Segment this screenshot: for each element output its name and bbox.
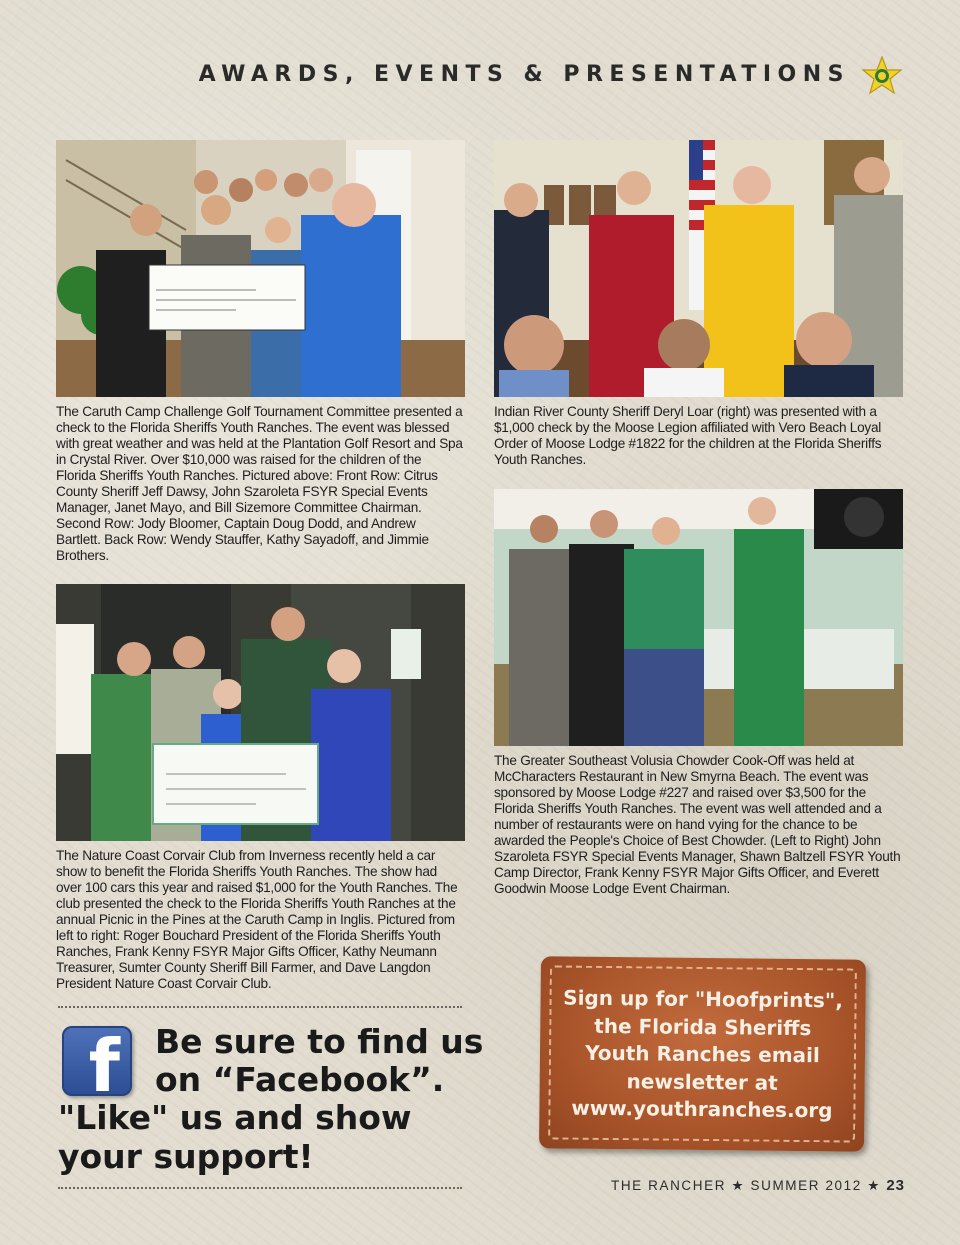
photo-chowder-cookoff [494,489,903,746]
patch-line-3: Youth Ranches email [585,1040,820,1068]
section-title: AWARDS, EVENTS & PRESENTATIONS [198,62,850,87]
patch-line-2: the Florida Sheriffs [594,1013,812,1040]
photo-golf-committee-check [56,140,465,397]
footer-star-icon: ★ [867,1178,881,1193]
caption-chowder-cookoff: The Greater Southeast Volusia Chowder Cook-Off was held at McCharacters Restaurant in New Smyrna Beach. The event was sponsored by Moose Lodge #227 and raised over $3,500 for the Florida Sheriffs Youth Ranches. The event was well attended and a number of restaurants were on hand vying for the chance to be awarded the People's Choice of Best Chowder. (Left to Right) John Szaroleta FSYR Special Events Manager, Shawn Baltzell FSYR Youth Camp Director, Frank Kenny FSYR Major Gifts Officer, and Everett Goodwin Moose Lodge Event Chairman. [494,753,901,896]
caption-golf-committee: The Caruth Camp Challenge Golf Tournament Committee presented a check to the Florida Sheriffs Youth Ranches. The event was blessed with great weather and was held at the Plantation Golf Resort and Spa in Crystal River. Over $10,000 was raised for the children of the Florida Sheriffs Youth Ranches. Pictured above: Front Row: Citrus County Sheriff Jeff Dawsy, John Szaroleta FSYR Special Events Manager, Janet Mayo, and Bill Sizemore Committee Chairman. Second Row: Jody Bloomer, Captain Doug Dodd, and Andrew Bartlett. Back Row: Wendy Stauffer, Kathy Sayadoff, and Jimmie Brothers. [56,404,463,563]
facebook-promo-line-2: on “Facebook”. [155,1060,445,1099]
facebook-promo-bottom-rule [58,1187,462,1189]
sheriff-star-icon [861,56,903,96]
footer-star-icon: ★ [731,1178,746,1193]
patch-line-4: newsletter at [626,1068,778,1095]
caption-corvair-club: The Nature Coast Corvair Club from Inverness recently held a car show to benefit the Florida Sheriffs Youth Ranches. The show had over 100 cars this year and raised $1,000 for the Youth Ranches. The club presented the check to the Florida Sheriffs Youth Ranches at the annual Picnic in the Pines at the Caruth Camp in Inglis. Pictured from left to right: Roger Bouchard President of the Florida Sheriffs Youth Ranches, Frank Kenny FSYR Major Gifts Officer, Kathy Neumann Treasurer, Sumter County Sheriff Bill Farmer, and Dave Langdon President Nature Coast Corvair Club. [56,848,458,991]
facebook-promo-line-1: Be sure to find us [155,1022,484,1061]
facebook-promo-line-3: "Like" us and show [58,1098,412,1137]
newsletter-signup-patch[interactable] [539,956,866,1151]
footer-publication: THE RANCHER [610,1178,727,1193]
newsletter-url-link[interactable]: www.youthranches.org [571,1095,833,1123]
footer-issue: SUMMER 2012 [750,1178,862,1193]
facebook-promo-top-rule [58,1006,462,1008]
caption-moose-legion: Indian River County Sheriff Deryl Loar (right) was presented with a $1,000 check by the Moose Legion affiliated with Vero Beach Loyal Order of Moose Lodge #1822 for the children at the Florida Sheriffs Youth Ranches. [494,404,882,467]
page-footer [611,1177,905,1194]
patch-line-1: Sign up for "Hoofprints", [563,985,844,1013]
facebook-icon[interactable]: f [62,1026,132,1096]
photo-moose-legion-presentation [494,140,903,397]
facebook-promo-line-4: your support! [58,1137,314,1176]
page-number: 23 [886,1177,905,1194]
photo-corvair-club-check [56,584,465,841]
